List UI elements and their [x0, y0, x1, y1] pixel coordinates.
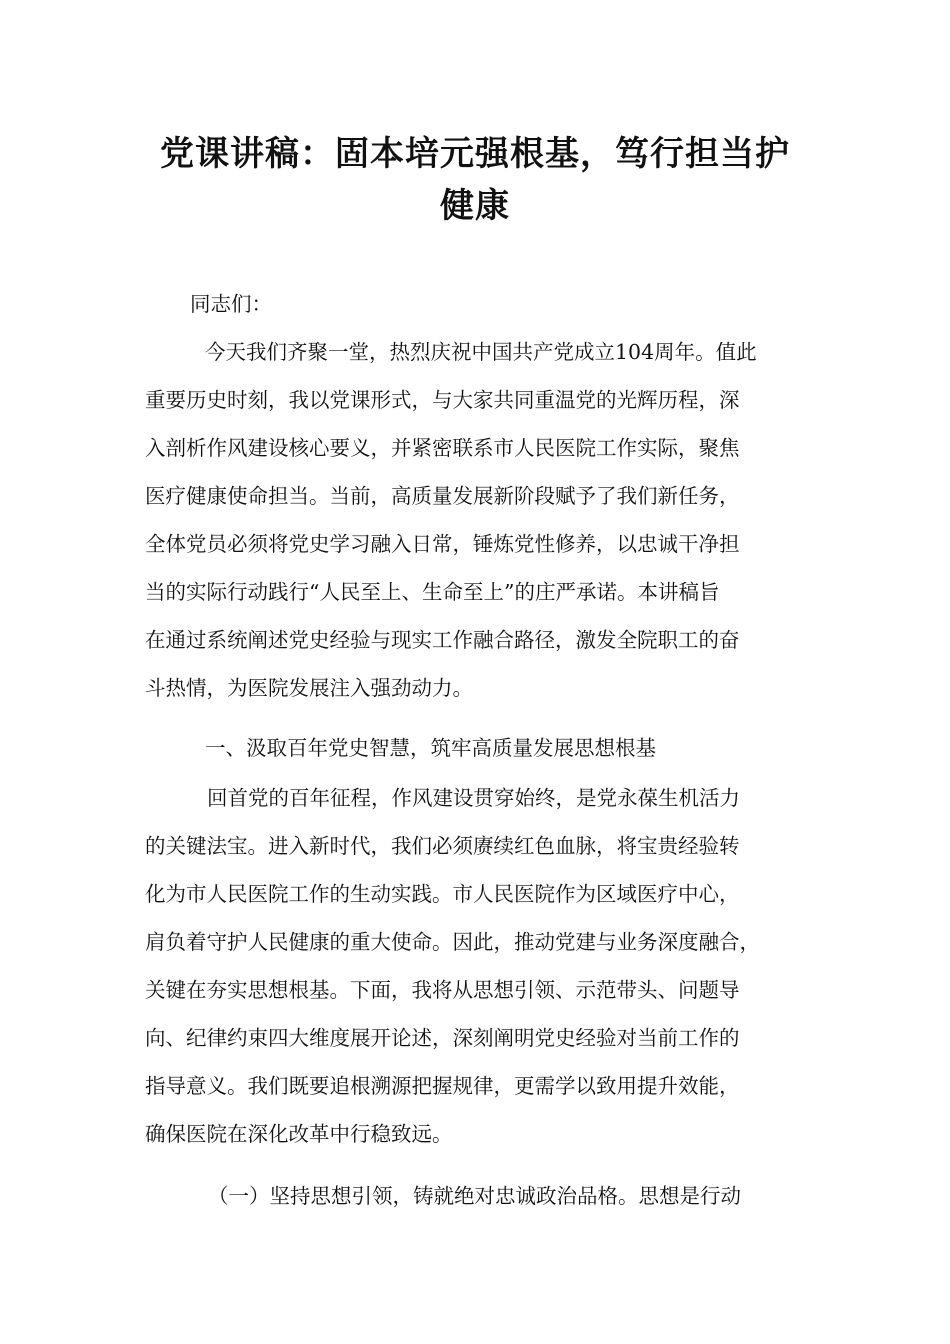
section-1-line: 回首党的百年征程，作风建设贯穿始终，是党永葆生机活力 — [207, 786, 740, 810]
intro-line: 重要历史时刻，我以党课形式，与大家共同重温党的光辉历程，深 — [145, 388, 740, 412]
salutation: 同志们： — [190, 292, 272, 316]
section-1-line: 确保医院在深化改革中行稳致远。 — [145, 1122, 453, 1146]
section-1-line: 化为市人民医院工作的生动实践。市人民医院作为区域医疗中心， — [145, 882, 740, 906]
section-1-paragraph — [145, 774, 810, 1158]
intro-line: 医疗健康使命担当。当前，高质量发展新阶段赋予了我们新任务， — [145, 484, 740, 508]
intro-line: 在通过系统阐述党史经验与现实工作融合路径，激发全院职工的奋 — [145, 628, 740, 652]
section-1-heading: 一、汲取百年党史智慧，筑牢高质量发展思想根基 — [205, 736, 656, 760]
intro-paragraph — [145, 328, 810, 712]
title-line-1: 党课讲稿：固本培元强根基，笃行担当护 — [160, 134, 790, 174]
intro-line: 入剖析作风建设核心要义，并紧密联系市人民医院工作实际，聚焦 — [145, 436, 740, 460]
section-1-line: 肩负着守护人民健康的重大使命。因此，推动党建与业务深度融合， — [145, 930, 760, 954]
intro-line: 今天我们齐聚一堂，热烈庆祝中国共产党成立104周年。值此 — [205, 340, 757, 364]
document-title — [140, 128, 810, 232]
section-1-line: 的关键法宝。进入新时代，我们必须赓续红色血脉，将宝贵经验转 — [145, 834, 740, 858]
section-1-line: 关键在夯实思想根基。下面，我将从思想引领、示范带头、问题导 — [145, 978, 740, 1002]
subsection-1-start: （一）坚持思想引领，铸就绝对忠诚政治品格。思想是行动 — [208, 1184, 741, 1208]
intro-line: 全体党员必须将党史学习融入日常，锤炼党性修养，以忠诚干净担 — [145, 532, 740, 556]
section-1-line: 指导意义。我们既要追根溯源把握规律，更需学以致用提升效能， — [145, 1074, 740, 1098]
intro-line: 斗热情，为医院发展注入强劲动力。 — [145, 676, 473, 700]
section-1-line: 向、纪律约束四大维度展开论述，深刻阐明党史经验对当前工作的 — [145, 1026, 740, 1050]
title-line-2: 健康 — [440, 186, 510, 226]
intro-line: 当的实际行动践行“人民至上、生命至上”的庄严承诺。本讲稿旨 — [145, 580, 720, 604]
